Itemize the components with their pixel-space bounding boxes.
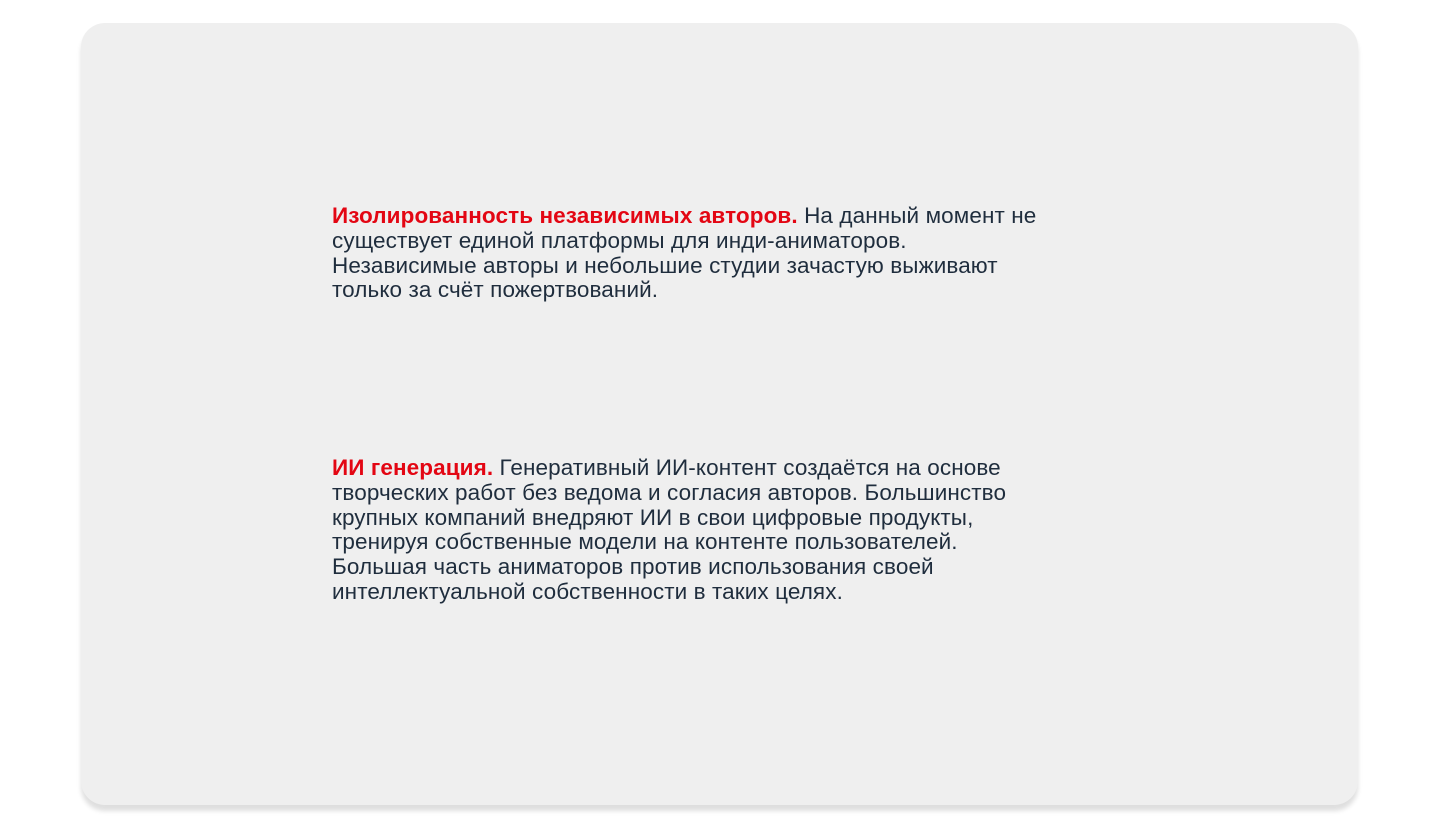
slide-card	[81, 23, 1358, 805]
paragraph-line: существует единой платформы для инди-аниматоров.	[332, 227, 907, 253]
paragraph-line: тренируя собственные модели на контенте пользователей.	[332, 529, 958, 555]
paragraph-lead: ИИ генерация.	[332, 455, 494, 480]
paragraph-line: творческих работ без ведома и согласия авторов. Большинство	[332, 479, 1007, 505]
paragraph-line: только за счёт пожертвований.	[332, 277, 659, 303]
paragraph-line: интеллектуальной собственности в таких целях.	[332, 578, 843, 604]
paragraph-text: На данный момент не	[804, 203, 1037, 228]
paragraph-ai-generation	[332, 456, 1132, 605]
paragraph-line	[332, 456, 1132, 481]
paragraph-line: Большая часть аниматоров против использования своей	[332, 554, 934, 580]
paragraph-isolation	[332, 204, 1132, 303]
paragraph-text: Генеративный ИИ-контент создаётся на основе	[499, 455, 1001, 480]
paragraph-lead: Изолированность независимых авторов.	[332, 203, 798, 228]
paragraph-line	[332, 204, 1132, 229]
paragraph-line: Независимые авторы и небольшие студии зачастую выживают	[332, 252, 998, 278]
paragraph-line: крупных компаний внедряют ИИ в свои цифровые продукты,	[332, 504, 974, 530]
